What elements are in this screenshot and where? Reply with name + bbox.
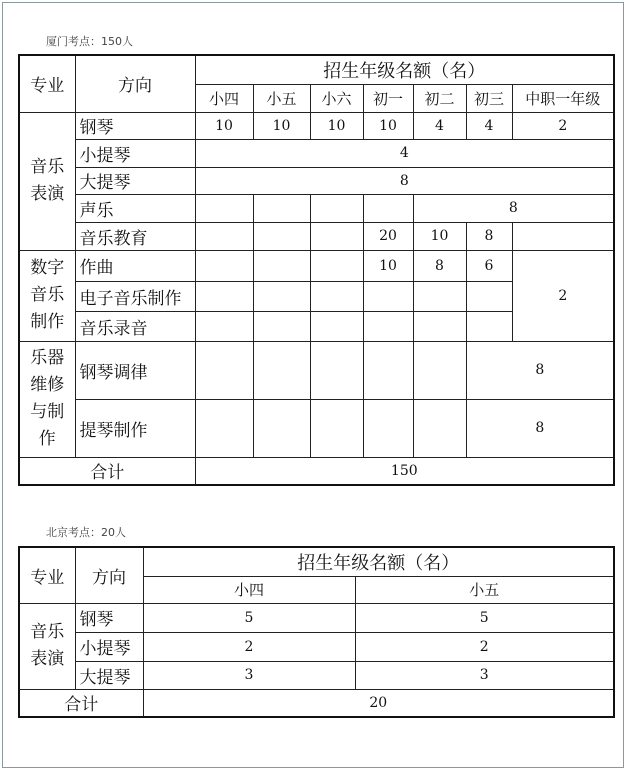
quota-cell: 8 (466, 222, 512, 250)
grade-header: 初三 (466, 84, 512, 112)
quota-cell: 6 (466, 250, 512, 281)
quota-cell: 8 (195, 167, 614, 194)
header-direction: 方向 (75, 547, 143, 603)
beijing-quota-table (18, 546, 615, 718)
major-line: 维修 (30, 375, 65, 395)
empty-cell (310, 281, 363, 311)
quota-cell: 4 (195, 139, 614, 167)
quota-cell: 3 (143, 661, 355, 689)
header-major: 专业 (19, 547, 75, 603)
quota-cell: 4 (413, 112, 466, 139)
quota-cell: 8 (466, 399, 614, 457)
direction-music-education: 音乐教育 (75, 222, 195, 250)
total-value: 20 (143, 689, 614, 717)
major-line: 音乐 (30, 285, 65, 305)
empty-cell (195, 250, 253, 281)
quota-cell: 3 (355, 661, 614, 689)
empty-cell (253, 250, 310, 281)
empty-cell (253, 281, 310, 311)
quota-cell: 10 (413, 222, 466, 250)
direction-cello: 大提琴 (75, 661, 143, 689)
empty-cell (253, 399, 310, 457)
empty-cell (310, 341, 363, 399)
quota-cell: 2 (143, 632, 355, 661)
grade-header: 小五 (355, 576, 614, 603)
empty-cell (363, 281, 413, 311)
empty-cell (195, 399, 253, 457)
major-music-performance (19, 112, 75, 250)
major-line: 作 (38, 429, 56, 449)
empty-cell (195, 194, 253, 222)
direction-violin: 小提琴 (75, 632, 143, 661)
total-value: 150 (195, 457, 614, 485)
direction-cello: 大提琴 (75, 167, 195, 194)
direction-piano: 钢琴 (75, 112, 195, 139)
total-label: 合计 (19, 457, 195, 485)
major-line: 表演 (30, 649, 65, 669)
empty-cell (363, 341, 413, 399)
major-music-performance (19, 603, 75, 689)
quota-cell: 10 (363, 250, 413, 281)
quota-cell: 8 (413, 194, 614, 222)
grade-header: 小四 (195, 84, 253, 112)
empty-cell (195, 222, 253, 250)
empty-cell (413, 399, 466, 457)
quota-cell: 10 (253, 112, 310, 139)
beijing-caption: 北京考点：20人 (46, 526, 126, 539)
empty-cell (310, 311, 363, 341)
direction-violin: 小提琴 (75, 139, 195, 167)
major-line: 音乐 (30, 157, 65, 177)
empty-cell (310, 399, 363, 457)
empty-cell (253, 311, 310, 341)
empty-cell (363, 194, 413, 222)
grade-header: 初一 (363, 84, 413, 112)
total-label: 合计 (19, 689, 143, 717)
major-digital-music (19, 250, 75, 341)
header-quota: 招生年级名额（名） (195, 55, 614, 84)
quota-cell: 8 (466, 341, 614, 399)
major-line: 与制 (30, 402, 65, 422)
grade-header: 初二 (413, 84, 466, 112)
quota-cell: 2 (355, 632, 614, 661)
empty-cell (253, 341, 310, 399)
direction-electronic-music: 电子音乐制作 (75, 281, 195, 311)
major-line: 音乐 (30, 622, 65, 642)
major-line: 乐器 (30, 348, 65, 368)
empty-cell (195, 341, 253, 399)
empty-cell (363, 399, 413, 457)
direction-piano-tuning: 钢琴调律 (75, 341, 195, 399)
direction-recording: 音乐录音 (75, 311, 195, 341)
empty-cell (413, 311, 466, 341)
quota-cell: 2 (512, 250, 614, 341)
quota-cell: 8 (413, 250, 466, 281)
quota-cell: 5 (355, 603, 614, 632)
empty-cell (413, 341, 466, 399)
empty-cell (413, 281, 466, 311)
empty-cell (310, 250, 363, 281)
quota-cell: 20 (363, 222, 413, 250)
xiamen-quota-table (18, 54, 615, 486)
empty-cell (310, 222, 363, 250)
grade-header: 中职一年级 (512, 84, 614, 112)
major-line: 数字 (30, 258, 65, 278)
major-line: 制作 (30, 312, 65, 332)
direction-piano: 钢琴 (75, 603, 143, 632)
empty-cell (195, 281, 253, 311)
major-instrument-repair (19, 341, 75, 457)
quota-cell: 2 (512, 112, 614, 139)
xiamen-caption: 厦门考点：150人 (46, 35, 133, 48)
quota-cell: 10 (363, 112, 413, 139)
header-major: 专业 (19, 55, 75, 112)
empty-cell (466, 281, 512, 311)
grade-header: 小五 (253, 84, 310, 112)
header-quota: 招生年级名额（名） (143, 547, 614, 576)
quota-cell: 4 (466, 112, 512, 139)
empty-cell (363, 311, 413, 341)
grade-header: 小四 (143, 576, 355, 603)
empty-cell (253, 222, 310, 250)
quota-cell: 10 (310, 112, 363, 139)
empty-cell (310, 194, 363, 222)
direction-composition: 作曲 (75, 250, 195, 281)
direction-violin-making: 提琴制作 (75, 399, 195, 457)
empty-cell (512, 222, 614, 250)
quota-cell: 5 (143, 603, 355, 632)
quota-cell: 10 (195, 112, 253, 139)
empty-cell (466, 311, 512, 341)
major-line: 表演 (30, 184, 65, 204)
empty-cell (253, 194, 310, 222)
empty-cell (195, 311, 253, 341)
header-direction: 方向 (75, 55, 195, 112)
grade-header: 小六 (310, 84, 363, 112)
direction-vocal: 声乐 (75, 194, 195, 222)
